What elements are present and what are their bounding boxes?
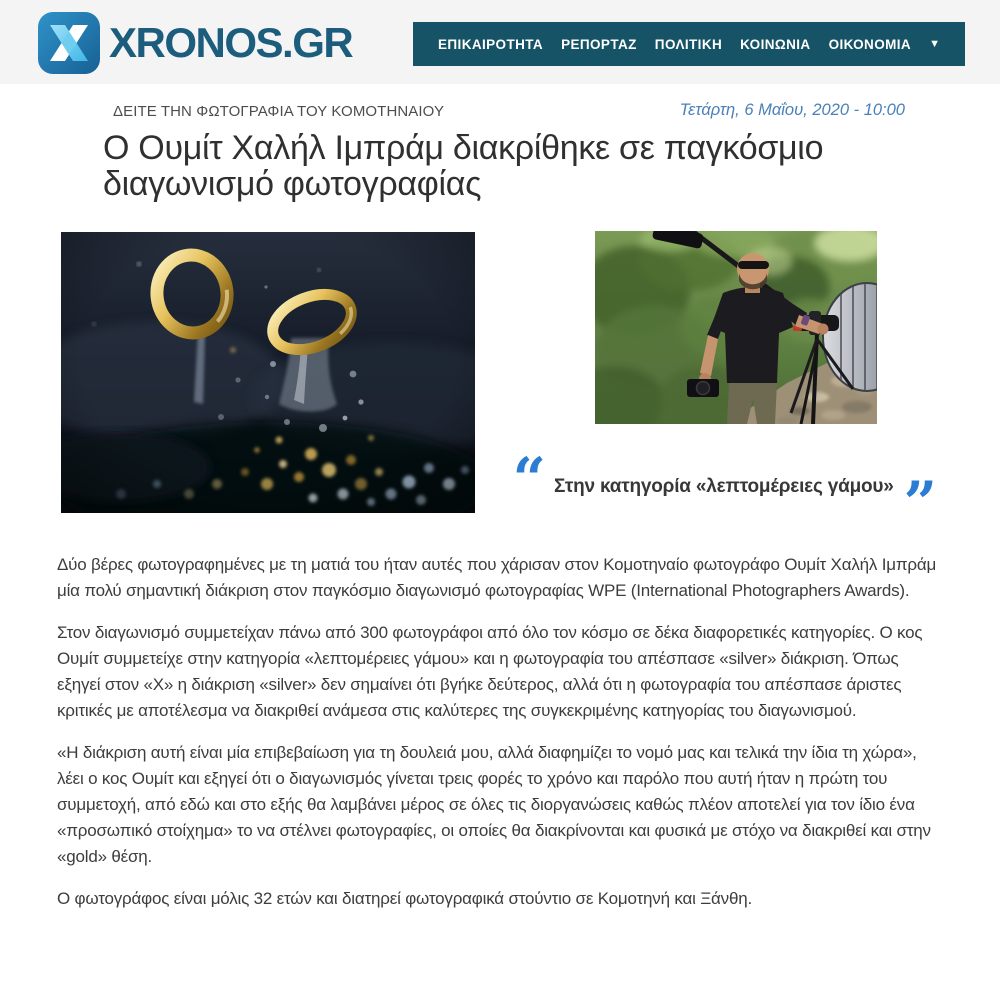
site-logo[interactable] — [38, 12, 352, 74]
article-body — [57, 552, 943, 928]
article-paragraph: Δύο βέρες φωτογραφημένες με τη ματιά του ήταν αυτές που χάρισαν στον Κομοτηναίο φωτογράφο Ουμίτ Χαλήλ Ιμπράμ μία πολύ σημαντική διάκριση στον παγκόσμιο διαγωνισμό φωτογραφίας WPE (International Photographers Awards). — [57, 555, 937, 600]
main-nav — [413, 22, 965, 66]
close-quote-icon: ” — [903, 469, 937, 537]
xronos-x-logo-icon — [38, 12, 100, 74]
article-kicker: ΔΕΙΤΕ ΤΗΝ ΦΩΤΟΓΡΑΦΙΑ ΤΟΥ ΚΟΜΟΤΗΝΑΙΟΥ — [113, 103, 445, 120]
open-quote-icon: “ — [512, 445, 546, 513]
site-logo-text: XRONOS.GR — [109, 19, 353, 66]
nav-item-koinonia[interactable]: ΚΟΙΝΩΝΙΑ — [740, 36, 811, 52]
article-paragraph: Ο φωτογράφος είναι μόλις 32 ετών και διατηρεί φωτογραφικά στούντιο σε Κομοτηνή και Ξάνθη. — [57, 889, 752, 908]
pull-quote — [512, 445, 937, 537]
nav-item-epikairotita[interactable]: ΕΠΙΚΑΙΡΟΤΗΤΑ — [438, 36, 544, 52]
nav-item-reportaz[interactable]: ΡΕΠΟΡΤΑΖ — [561, 36, 637, 52]
article-paragraph: «Η διάκριση αυτή είναι μία επιβεβαίωση για τη δουλειά μου, αλλά διαφημίζει το νομό μας και τελικά την ίδια τη χώρα», λέει ο κος Ουμίτ και εξηγεί ότι ο διαγωνισμός γίνεται τρεις φορές το χρόνο και παρόλο που αυτή ήταν η πρώτη του συμμετοχή, από εδώ και στο εξής θα λαμβάνει μέρος σε όλες τις διοργανώσεις καθώς πλέον αποτελεί για τον ίδιο ένα «προσωπικό στοίχημα» το να στέλνει φωτογραφίες, οι οποίες θα διακρίνονται και φυσικά με στόχο να διακριθεί και στην «gold» θέση. — [57, 743, 931, 866]
article-paragraph: Στον διαγωνισμό συμμετείχαν πάνω από 300 φωτογράφοι από όλο τον κόσμο σε δέκα διαφορετικές κατηγορίες. Ο κος Ουμίτ συμμετείχε στην κατηγορία «λεπτομέρειες γάμου» και η φωτογραφία του απέσπασε «silver» διάκριση. Όπως εξηγεί στον «Χ» η διάκριση «silver» δεν σημαίνει ότι βγήκε δεύτερος, αλλά ότι η φωτογραφία του απέσπασε άριστες κριτικές με αποτέλεσμα να διακριθεί ανάμεσα στις καλύτερες της συγκεκριμένης κατηγορίας του διαγωνισμού. — [57, 623, 923, 720]
nav-item-oikonomia[interactable]: ΟΙΚΟΝΟΜΙΑ — [828, 36, 912, 52]
article-title: Ο Ουμίτ Χαλήλ Ιμπράμ διακρίθηκε σε παγκόσμιο διαγωνισμό φωτογραφίας — [103, 129, 824, 203]
site-header — [0, 0, 1000, 84]
wedding-rings-photo — [61, 232, 475, 513]
nav-item-politiki[interactable]: ΠΟΛΙΤΙΚΗ — [654, 36, 723, 52]
article-date: Τετάρτη, 6 Μαΐου, 2020 - 10:00 — [679, 101, 905, 119]
chevron-down-icon[interactable]: ▼ — [929, 37, 940, 50]
pull-quote-text: Στην κατηγορία «λεπτομέρειες γάμου» — [553, 476, 894, 497]
photographer-photo — [595, 231, 877, 424]
